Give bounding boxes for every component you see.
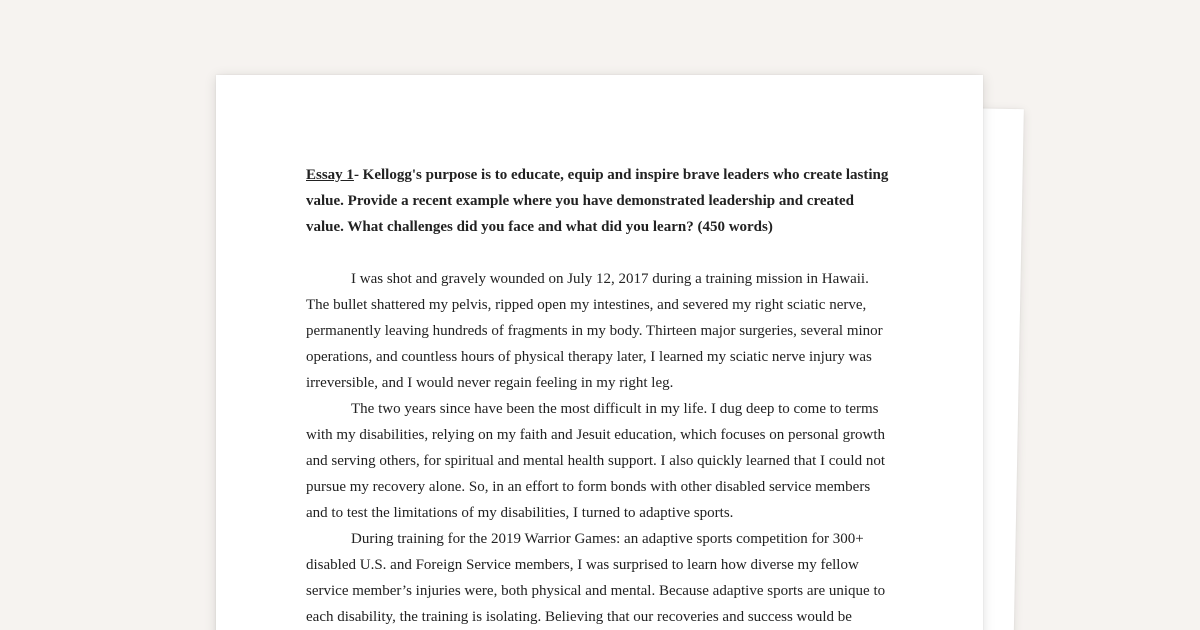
paragraph-line: and to test the limitations of my disabilities, I turned to adaptive sports. <box>306 505 734 521</box>
paragraph-line: The two years since have been the most difficult in my life. I dug deep to come to terms <box>351 401 879 417</box>
paragraph-line: and serving others, for spiritual and mental health support. I also quickly learned that I could not <box>306 453 886 469</box>
essay-label: Essay 1 <box>306 167 354 183</box>
paragraph-line: operations, and countless hours of physical therapy later, I learned my sciatic nerve injury was <box>306 349 872 365</box>
prompt-line: value. Provide a recent example where you have demonstrated leadership and created <box>306 193 854 209</box>
paragraph-line: each disability, the training is isolating. Believing that our recoveries and success would be <box>306 609 852 625</box>
prompt-line <box>306 162 906 188</box>
document-page <box>216 75 983 630</box>
paragraph-line: I was shot and gravely wounded on July 12, 2017 during a training mission in Hawaii. <box>351 271 869 287</box>
paragraph-line: pursue my recovery alone. So, in an effort to form bonds with other disabled service members <box>306 479 871 495</box>
paragraph-line: The bullet shattered my pelvis, ripped open my intestines, and severed my right sciatic nerve, <box>306 297 867 313</box>
paragraph-line: During training for the 2019 Warrior Games: an adaptive sports competition for 300+ <box>351 531 864 547</box>
essay-paragraph <box>306 526 906 630</box>
paragraph-line: irreversible, and I would never regain feeling in my right leg. <box>306 375 674 391</box>
blank-line <box>306 240 906 266</box>
paragraph-line: permanently leaving hundreds of fragments in my body. Thirteen major surgeries, several minor <box>306 323 883 339</box>
essay-prompt <box>306 162 906 240</box>
essay-paragraph <box>306 396 906 526</box>
prompt-line: value. What challenges did you face and what did you learn? (450 words) <box>306 219 773 235</box>
essay-paragraph <box>306 266 906 396</box>
paragraph-line: with my disabilities, relying on my faith and Jesuit education, which focuses on personal growth <box>306 427 886 443</box>
prompt-line-text: - Kellogg's purpose is to educate, equip and inspire brave leaders who create lasting <box>353 167 889 183</box>
essay-document <box>306 162 906 630</box>
paragraph-line: service member’s injuries were, both physical and mental. Because adaptive sports are unique to <box>306 583 886 599</box>
paragraph-line: disabled U.S. and Foreign Service members, I was surprised to learn how diverse my fellow <box>306 557 859 573</box>
